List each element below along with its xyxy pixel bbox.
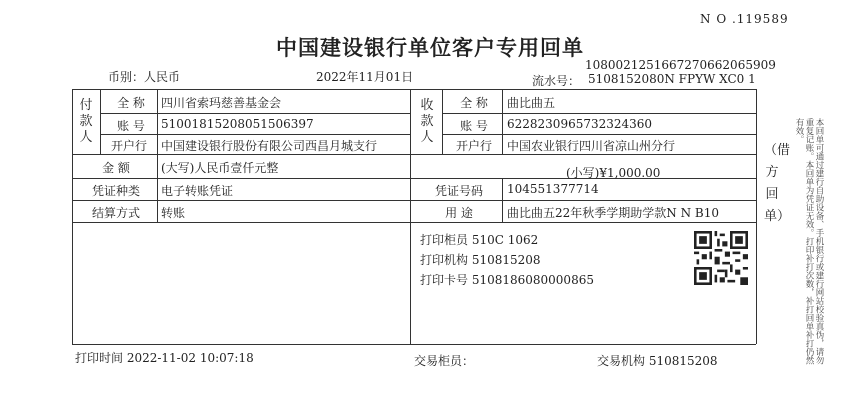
voucher-type: 电子转账凭证 xyxy=(161,184,234,198)
payee-name-label: 全 称 xyxy=(460,96,488,110)
print-time: 打印时间 2022-11-02 10:07:18 xyxy=(75,351,254,365)
payee-bank: 中国农业银行四川省凉山州分行 xyxy=(507,139,676,153)
payer-side-label: 付款人 xyxy=(79,98,93,145)
payer-bank: 中国建设银行股份有限公司西昌月城支行 xyxy=(161,139,378,153)
transaction-date: 2022年11月01日 xyxy=(316,70,414,84)
voucher-number-label: 凭证号码 xyxy=(434,184,483,198)
payer-account: 51001815208051506397 xyxy=(161,117,314,131)
transaction-institution: 交易机构 510815208 xyxy=(597,354,718,368)
payer-bank-label: 开户行 xyxy=(110,139,147,153)
amount-in-figures: (小写)¥1,000.00 xyxy=(566,166,661,180)
print-teller: 打印柜员 510C 1062 xyxy=(420,233,539,247)
payer-account-label: 账 号 xyxy=(117,119,145,133)
document-title: 中国建设银行单位客户专用回单 xyxy=(276,36,584,60)
amount-label: 金 额 xyxy=(102,161,130,175)
borrow-side-label: （借方回单） xyxy=(764,143,791,224)
currency-label: 币别：人民币 xyxy=(108,70,181,84)
serial-label: 流水号： xyxy=(532,74,581,88)
amount-in-words: (大写)人民币壹仟元整 xyxy=(161,161,279,175)
verification-qr-code xyxy=(694,231,748,285)
reference-number: 1080021251667270662065909 xyxy=(585,58,776,72)
payee-account: 6228230965732324360 xyxy=(507,117,653,131)
payer-name: 四川省索玛慈善基金会 xyxy=(161,96,282,110)
payee-name: 曲比曲五 xyxy=(507,96,556,110)
settlement-method-label: 结算方式 xyxy=(91,206,140,220)
payee-side-label: 收款人 xyxy=(420,98,434,145)
purpose: 曲比曲五22年秋季学期助学款N N B10 xyxy=(507,206,719,220)
voucher-number: 104551377714 xyxy=(507,182,599,196)
voucher-type-label: 凭证种类 xyxy=(91,184,140,198)
settlement-method: 转账 xyxy=(161,206,186,220)
purpose-label: 用 途 xyxy=(445,206,473,220)
verification-note: 本回单可通过建行自助设备、手机银行或建行网站校验真伪，请勿重复记账。本回单为凭证无效。打印补打次数，补打回单补打仍然有效。 xyxy=(794,118,824,365)
print-card: 打印卡号 5108186080000865 xyxy=(420,273,594,287)
payee-account-label: 账 号 xyxy=(460,119,488,133)
serial-number: 5108152080N FPYW XC0 1 xyxy=(588,72,756,86)
payer-name-label: 全 称 xyxy=(117,96,145,110)
receipt-number: N O .119589 xyxy=(700,12,789,26)
payee-bank-label: 开户行 xyxy=(455,139,492,153)
transaction-teller-label: 交易柜员： xyxy=(414,354,475,368)
print-institution: 打印机构 510815208 xyxy=(420,253,541,267)
